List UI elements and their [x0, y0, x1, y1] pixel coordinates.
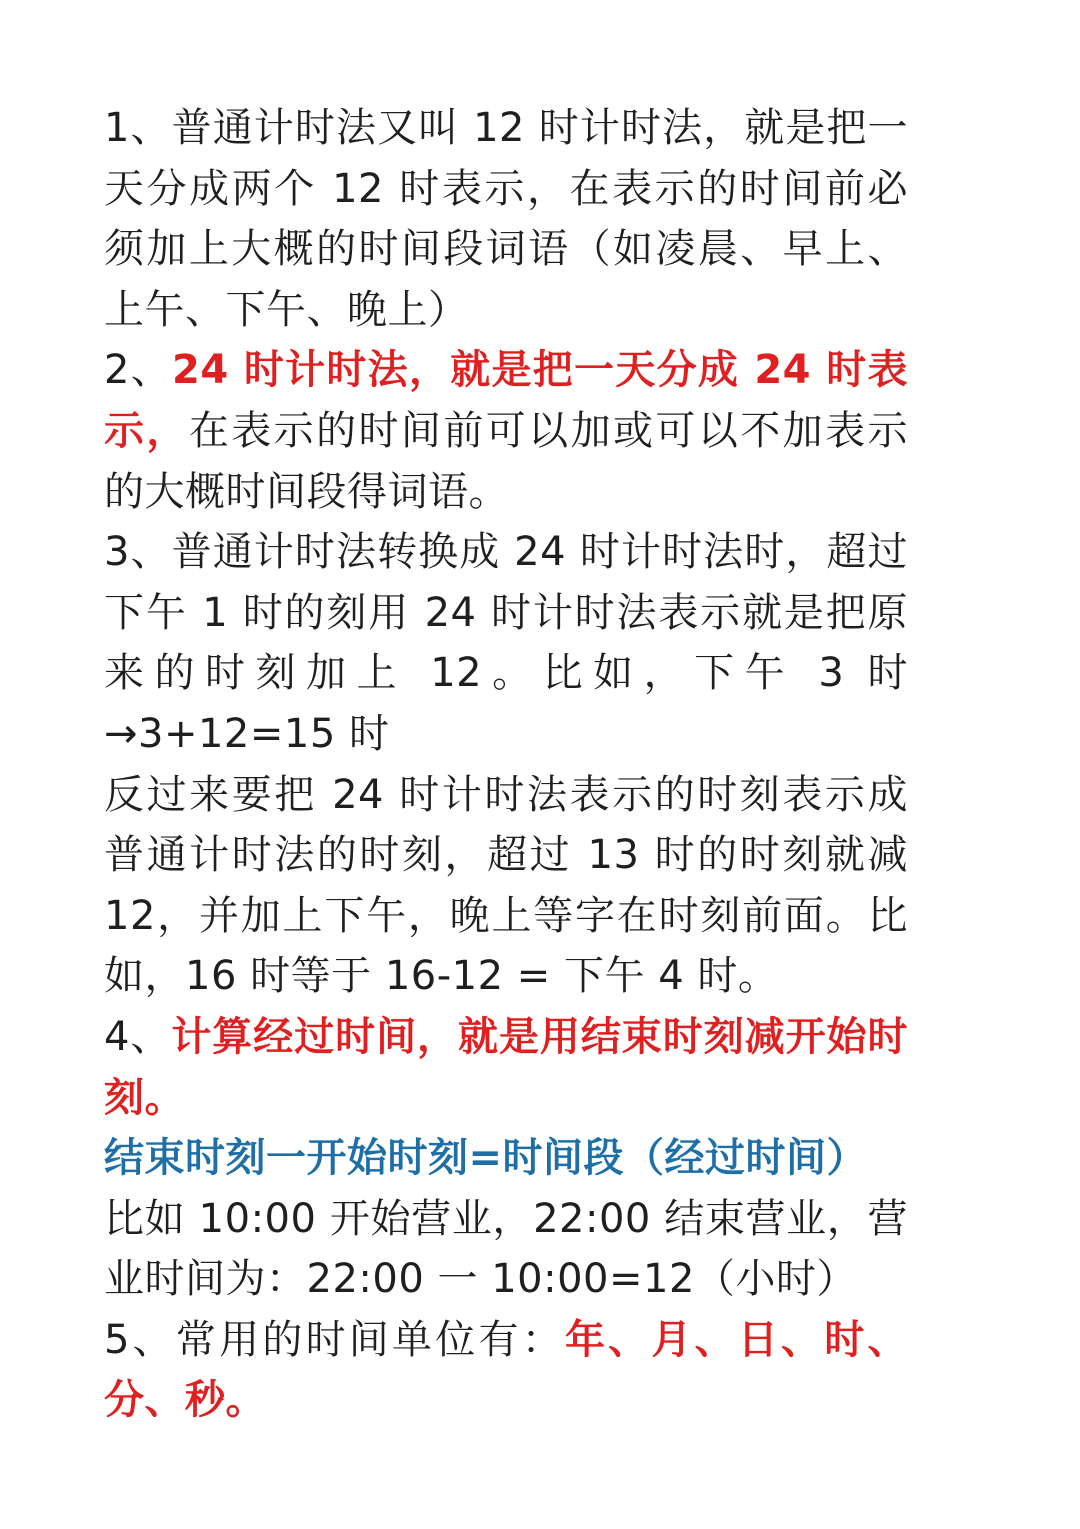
time-units-intro: 5、常用的时间单位有： [104, 1316, 565, 1363]
paragraph-24-hour-rest: 在表示的时间前可以加或可以不加表示的大概时间段得词语。 [104, 407, 909, 515]
paragraph-elapsed-time [104, 1007, 908, 1128]
paragraph-elapsed-number: 4、 [104, 1013, 172, 1060]
business-hours-example-text: 比如 10:00 开始营业，22:00 结束营业，营业时间为：22:00 一 10:00=12（小时） [104, 1195, 908, 1303]
paragraph-formula [104, 1128, 908, 1189]
paragraph-elapsed-highlight: 计算经过时间，就是用结束时刻减开始时刻。 [104, 1013, 909, 1121]
paragraph-24-hour-highlight: 24 时计时法，就是把一天分成 24 时表示， [104, 347, 908, 454]
paragraph-reverse-conversion-text: 反过来要把 24 时计时法表示的时刻表示成普通计时法的时刻，超过 13 时的时刻就减 12，并加上下午，晚上等字在时刻前面。比如，16 时等于 16-12 = 下午 4 时。 [104, 771, 908, 1000]
paragraph-business-hours-example [104, 1189, 908, 1310]
paragraph-conversion-example [104, 704, 908, 765]
formula-highlight: 结束时刻一开始时刻=时间段（经过时间） [104, 1135, 868, 1182]
paragraph-conversion [104, 522, 908, 704]
paragraph-24-hour-system [104, 340, 908, 522]
paragraph-reverse-conversion [104, 765, 908, 1007]
paragraph-conversion-text: 3、普通计时法转换成 24 时计时法时，超过下午 1 时的刻用 24 时计时法表示就是把原来的时刻加上 12。比如，下午 3 时 [104, 529, 908, 697]
document-body [104, 98, 908, 1431]
paragraph-time-units [104, 1310, 908, 1431]
time-units-highlight: 年、月、日、时、分、秒。 [104, 1316, 909, 1424]
paragraph-conversion-example-text: →3+12=15 时 [104, 710, 390, 757]
paragraph-12-hour-text: 1、普通计时法又叫 12 时计时法，就是把一天分成两个 12 时表示，在表示的时间前必须加上大概的时间段词语（如凌晨、早上、上午、下午、晚上） [104, 105, 908, 333]
paragraph-12-hour-system [104, 98, 908, 340]
paragraph-24-hour-number: 2、 [104, 347, 172, 394]
